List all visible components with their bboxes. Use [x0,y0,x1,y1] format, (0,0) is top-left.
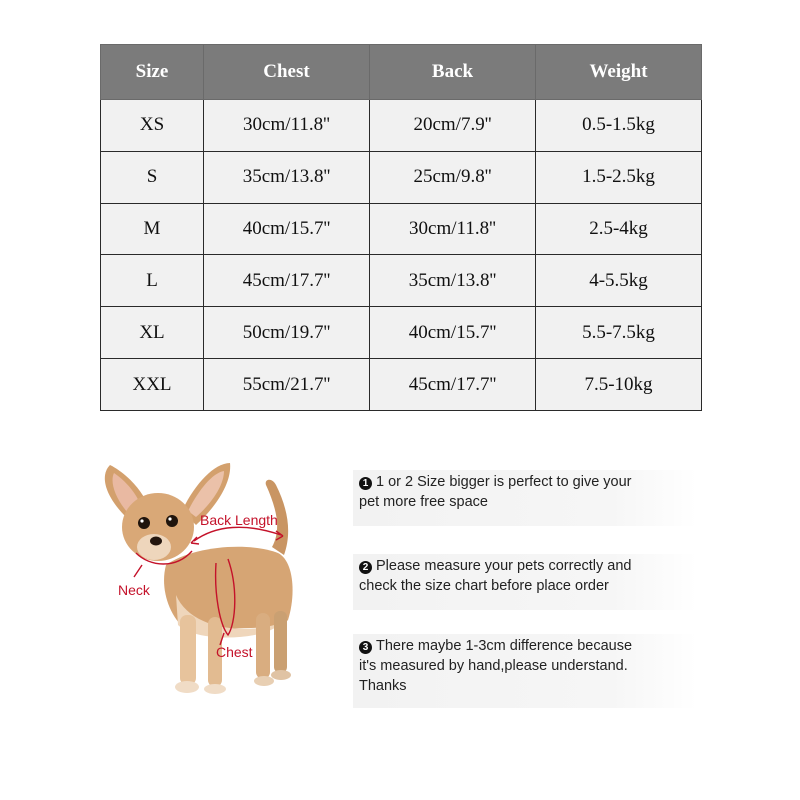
header-size: Size [101,45,204,100]
size-chart-table [100,44,702,411]
tip-text: 1 or 2 Size bigger is perfect to give your [376,474,632,490]
table-row [101,255,702,307]
dog-eye [138,517,150,529]
back-length-label: Back Length [200,512,278,528]
cell-weight: 1.5-2.5kg [536,151,702,203]
tip-text: it's measured by hand,please understand. [359,658,628,674]
cell-size: XL [101,307,204,359]
table-header-row [101,45,702,100]
cell-chest: 45cm/17.7'' [204,255,370,307]
cell-size: M [101,203,204,255]
dog-measurement-figure [96,455,346,705]
tip-text: pet more free space [359,494,488,510]
cell-size: XXL [101,359,204,411]
cell-back: 45cm/17.7'' [370,359,536,411]
tip-text: Please measure your pets correctly and [376,558,632,574]
number-1-icon: 1 [359,477,372,490]
cell-back: 35cm/13.8'' [370,255,536,307]
chest-label: Chest [216,644,253,660]
cell-weight: 2.5-4kg [536,203,702,255]
cell-back: 25cm/9.8'' [370,151,536,203]
dog-paw [175,681,199,693]
cell-chest: 50cm/19.7'' [204,307,370,359]
header-weight: Weight [536,45,702,100]
dog-leg [256,613,270,679]
dog-paw [254,676,274,686]
cell-weight: 5.5-7.5kg [536,307,702,359]
cell-weight: 4-5.5kg [536,255,702,307]
table-row [101,151,702,203]
dog-leg [180,615,196,685]
dog-paw [271,670,291,680]
neck-label: Neck [118,582,150,598]
cell-chest: 30cm/11.8'' [204,100,370,152]
cell-back: 40cm/15.7'' [370,307,536,359]
dog-paw [204,684,226,694]
cell-back: 30cm/11.8'' [370,203,536,255]
cell-size: XS [101,100,204,152]
table-row [101,359,702,411]
number-2-icon: 2 [359,561,372,574]
tip-text: There maybe 1-3cm difference because [376,638,633,654]
dog-leg [274,611,287,673]
header-back: Back [370,45,536,100]
cell-size: S [101,151,204,203]
tip-measure-correctly [353,554,697,610]
tip-text: Thanks [359,678,407,694]
cell-back: 20cm/7.9'' [370,100,536,152]
tip-size-bigger [353,470,697,526]
header-chest: Chest [204,45,370,100]
number-3-icon: 3 [359,641,372,654]
cell-chest: 40cm/15.7'' [204,203,370,255]
cell-chest: 55cm/21.7'' [204,359,370,411]
table-row [101,203,702,255]
dog-nose [150,537,162,546]
cell-weight: 0.5-1.5kg [536,100,702,152]
cell-weight: 7.5-10kg [536,359,702,411]
cell-size: L [101,255,204,307]
cell-chest: 35cm/13.8'' [204,151,370,203]
dog-eye [166,515,178,527]
tip-difference [353,634,697,708]
table-row [101,307,702,359]
table-row [101,100,702,152]
tip-text: check the size chart before place order [359,578,609,594]
